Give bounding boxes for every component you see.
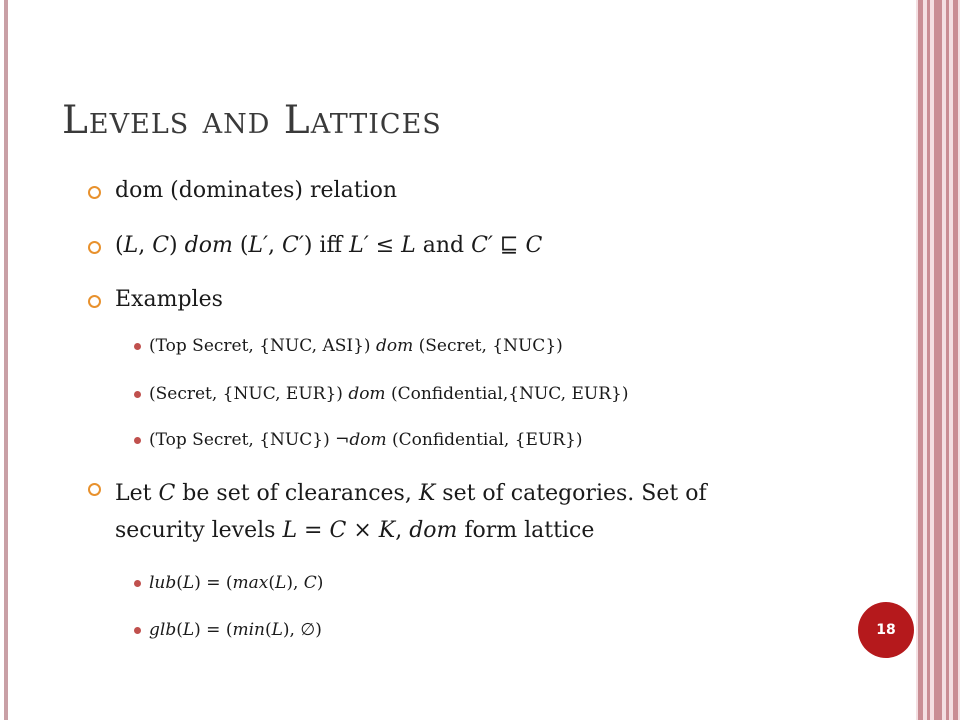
stripe (953, 0, 958, 720)
stripe (934, 0, 942, 720)
example-text: (Secret, {NUC, EUR}) dom (Confidential,{NUC, EUR}) (149, 384, 629, 404)
dot-bullet-icon (134, 391, 141, 398)
example-text: (Top Secret, {NUC, ASI}) dom (Secret, {NUC}) (149, 336, 563, 356)
dot-bullet-icon (134, 437, 141, 444)
bullet-text: dom (dominates) relation (115, 178, 397, 203)
slide-title: Levels and Lattices (62, 98, 442, 143)
dot-bullet-icon (134, 343, 141, 350)
stripe (918, 0, 923, 720)
lub-text: lub(L) = (max(L), C) (149, 573, 324, 593)
page-number-badge: 18 (858, 602, 914, 658)
bullet-text: Examples (115, 287, 223, 312)
example-text: (Top Secret, {NUC}) ¬dom (Confidential, {EUR}) (149, 430, 583, 450)
circle-bullet-icon (88, 186, 101, 199)
stripe (927, 0, 930, 720)
circle-bullet-icon (88, 241, 101, 254)
bullet-text: (L, C) dom (L′, C′) iff L′ ≤ L and C′ ⊑ C (115, 233, 543, 258)
bullet-text: Let C be set of clearances, K set of categories. Set of security levels L = C × K, dom form lattice (115, 481, 707, 543)
dot-bullet-icon (134, 580, 141, 587)
stripe (946, 0, 949, 720)
dot-bullet-icon (134, 627, 141, 634)
circle-bullet-icon (88, 483, 101, 496)
glb-text: glb(L) = (min(L), ∅) (149, 620, 322, 640)
circle-bullet-icon (88, 295, 101, 308)
left-frame-border (4, 0, 8, 720)
right-decorative-stripes (916, 0, 960, 720)
